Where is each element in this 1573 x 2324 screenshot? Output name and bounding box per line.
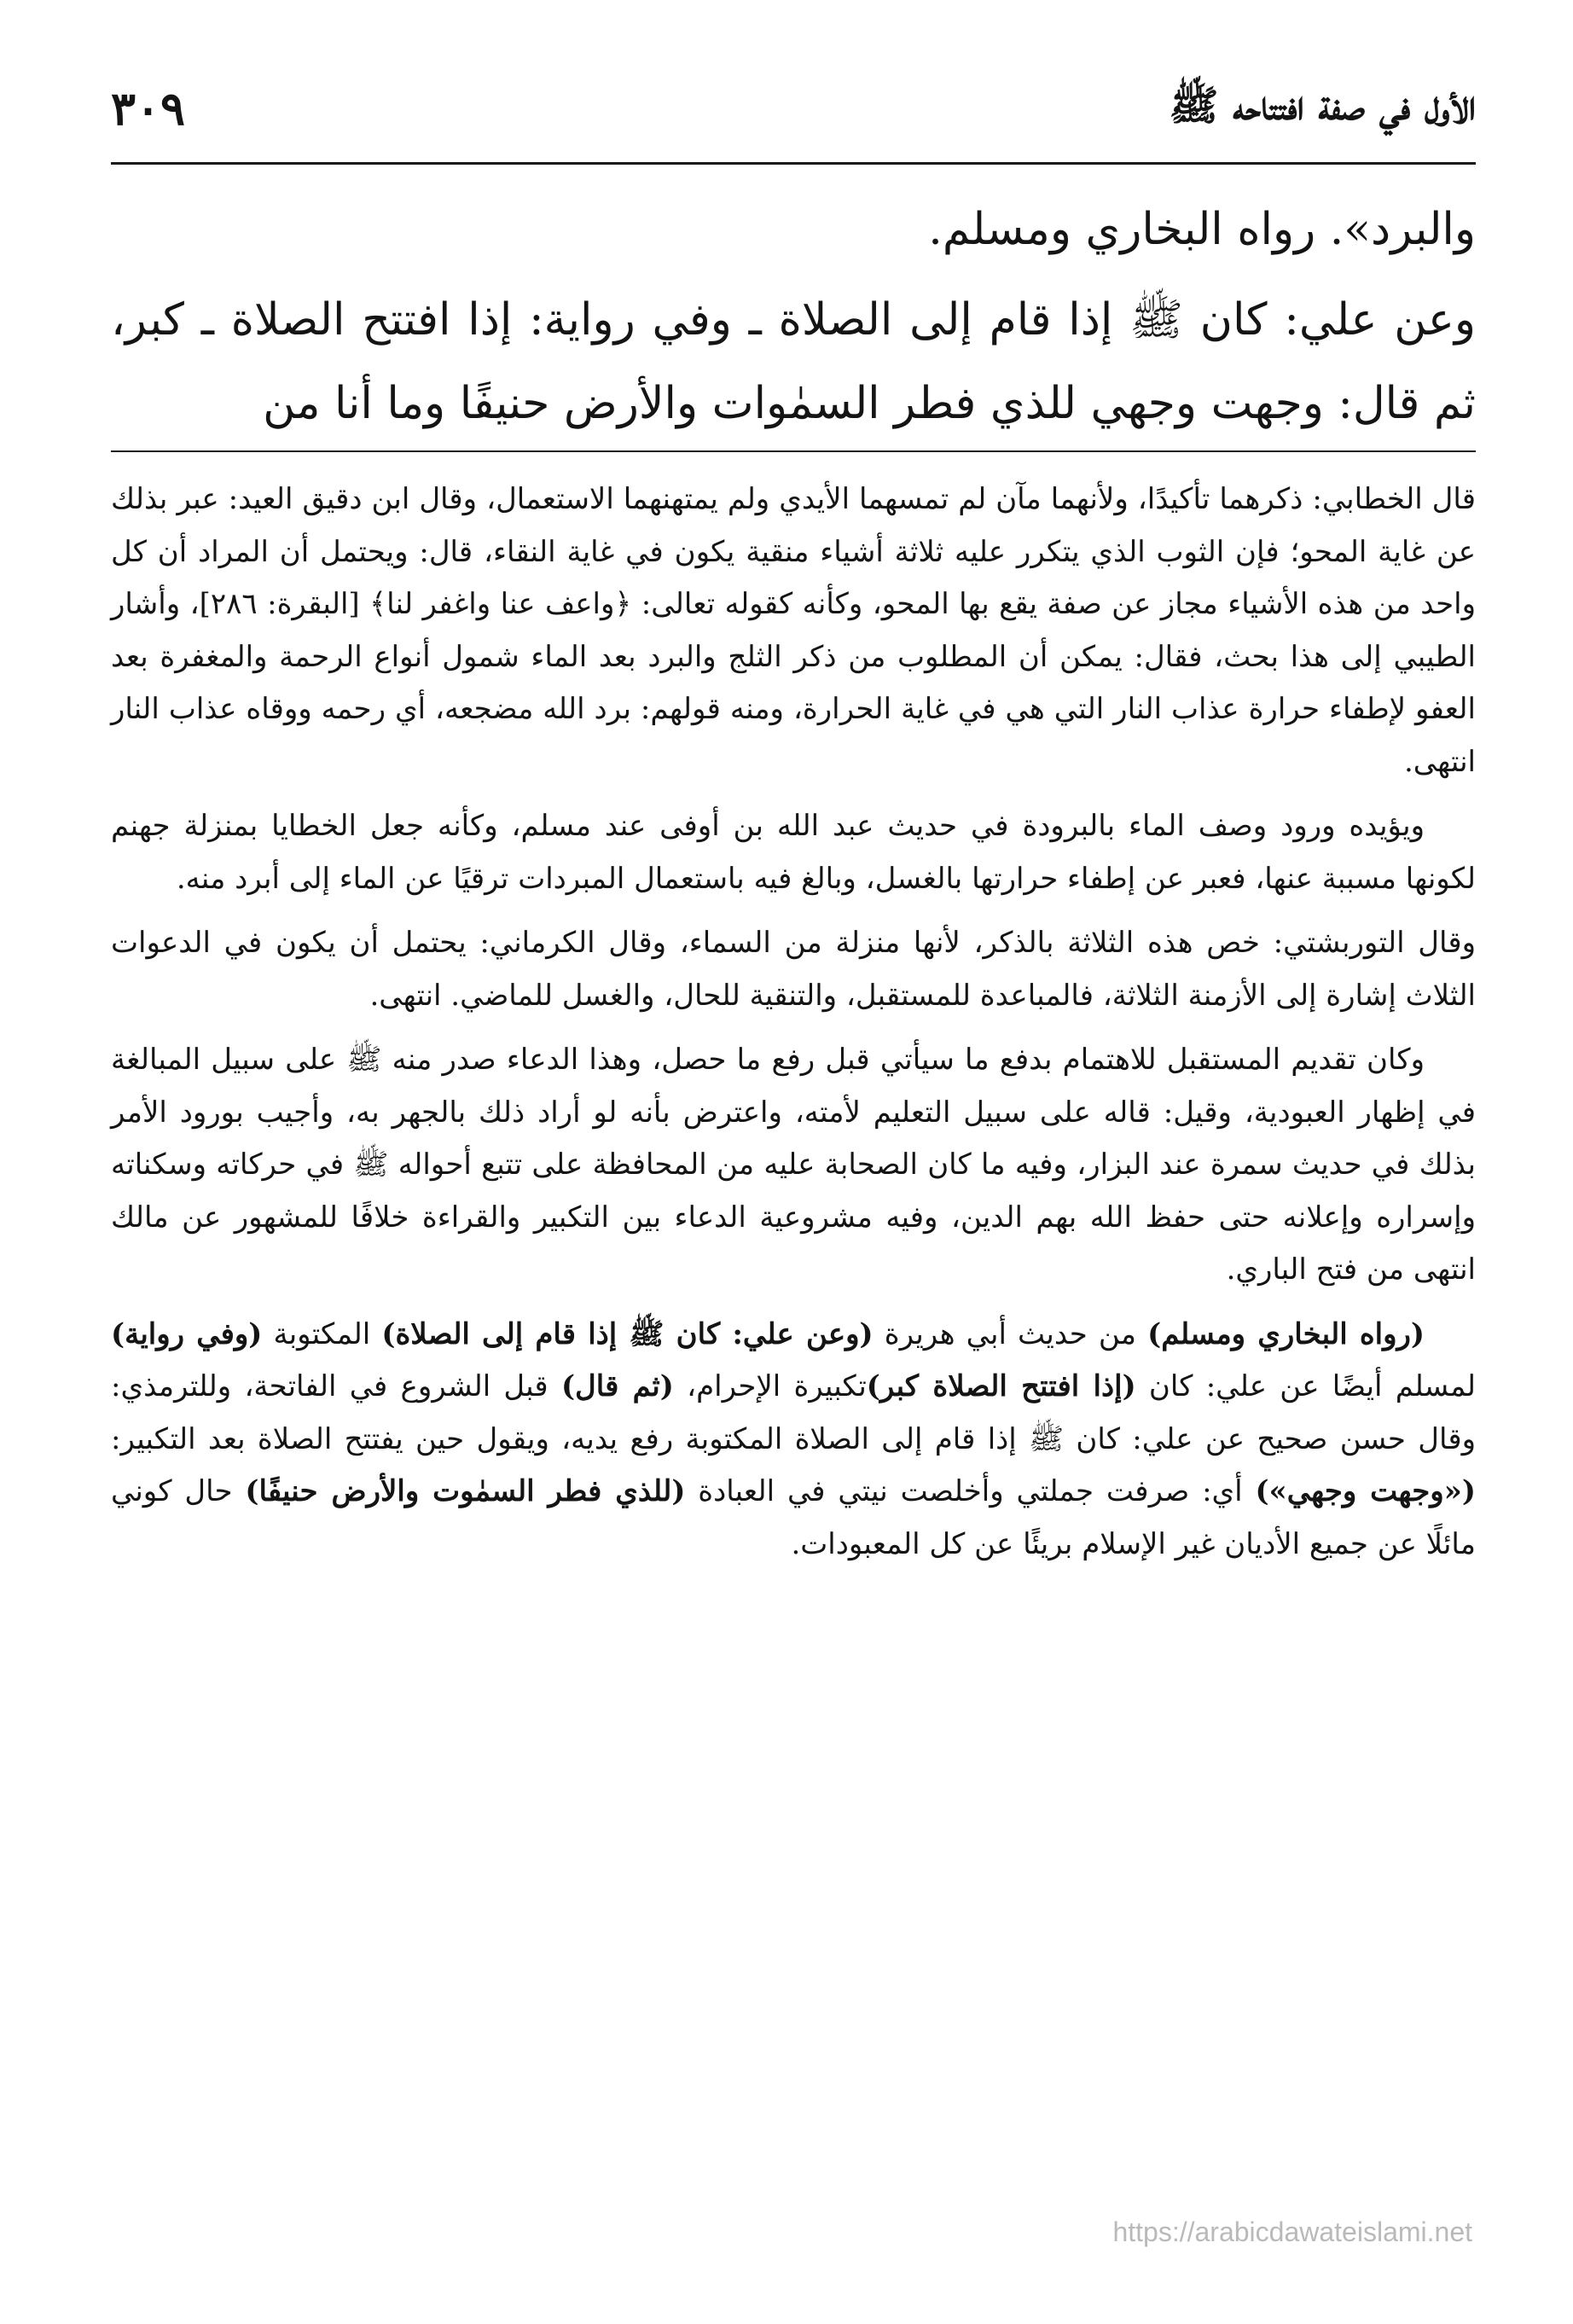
commentary-paragraph	[111, 1309, 1476, 1572]
hadith-line: والبرد». رواه البخاري ومسلم.	[928, 204, 1476, 255]
book-page	[111, 51, 1476, 2269]
commentary-text: لمسلم أيضًا عن علي: كان	[1135, 1369, 1476, 1403]
chapter-title: الأول في صفة افتتاحه ﷺ	[1169, 82, 1476, 130]
hadith-text	[111, 188, 1476, 445]
commentary-paragraph: وكان تقديم المستقبل للاهتمام بدفع ما سيأتي قبل رفع ما حصل، وهذا الدعاء صدر منه ﷺ على سبيل المبالغة في إظهار العبودية، وقيل: قاله على سبيل التعليم لأمته، واعترض بأنه لو أراد ذلك بالجهر به، وأجيب بورود الأمر بذلك في حديث سمرة عند البزار، وفيه ما كان الصحابة عليه من المحافظة على تتبع أحواله ﷺ في حركاته وسكناته وإسراره وإعلانه حتى حفظ الله بهم الدين، وفيه مشروعية الدعاء بين التكبير والقراءة خلافًا للمشهور عن مالك انتهى من فتح الباري.	[111, 1043, 1476, 1287]
hadith-paragraph: وعن علي: كان ﷺ إذا قام إلى الصلاة ـ وفي رواية: إذا افتتح الصلاة ـ كبر، ثم قال: وجهت وجهي للذي فطر السمٰوات والأرض حنيفًا وما أنا من	[111, 294, 1476, 429]
commentary-text: تكبيرة الإحرام،	[673, 1369, 867, 1403]
bold-quote: (للذي فطر السمٰوت والأرض حنيفًا)	[245, 1474, 686, 1508]
commentary-paragraph: وقال التوربشتي: خص هذه الثلاثة بالذكر، لأنها منزلة من السماء، وقال الكرماني: يحتمل أن يكون في الدعوات الثلاث إشارة إلى الأزمنة الثلاثة، فالمباعدة للمستقبل، والتنقية للحال، والغسل للماضي. انتهى.	[111, 926, 1476, 1013]
text-divider	[111, 450, 1476, 452]
commentary-text: من حديث أبي هريرة	[873, 1316, 1148, 1351]
running-header	[111, 51, 1476, 165]
bold-quote: (رواه البخاري ومسلم)	[1147, 1316, 1425, 1351]
bold-quote: (ثم قال)	[560, 1369, 674, 1403]
commentary	[111, 474, 1476, 1583]
watermark-url: https://arabicdawateislami.net	[1112, 2217, 1472, 2247]
commentary-text: المكتوبة	[262, 1316, 382, 1351]
commentary-paragraph: ويؤيده ورود وصف الماء بالبرودة في حديث عبد الله بن أوفى عند مسلم، وكأنه جعل الخطايا بمنزلة جهنم لكونها مسببة عنها، فعبر عن إطفاء حرارتها بالغسل، وبالغ فيه باستعمال المبردات ترقيًا عن الماء إلى أبرد منه.	[111, 809, 1476, 896]
bold-quote: («وجهت وجهي»)	[1255, 1474, 1476, 1508]
bold-quote: (وعن علي: كان ﷺ إذا قام إلى الصلاة)	[381, 1316, 874, 1351]
commentary-text: أي: صرفت جملتي وأخلصت نيتي في العبادة	[685, 1474, 1256, 1508]
bold-quote: (إذا افتتح الصلاة كبر)	[866, 1369, 1136, 1403]
page-number: ٣٠٩	[111, 81, 186, 136]
commentary-paragraph: قال الخطابي: ذكرهما تأكيدًا، ولأنهما مآن لم تمسهما الأيدي ولم يمتهنهما الاستعمال، وقال ابن دقيق العيد: عبر بذلك عن غاية المحو؛ فإن الثوب الذي يتكرر عليه ثلاثة أشياء منقية يكون في غاية النقاء، قال: ويحتمل أن المراد أن كل واحد من هذه الأشياء مجاز عن صفة يقع بها المحو، وكأنه كقوله تعالى: ﴿واعف عنا واغفر لنا﴾ [البقرة: ٢٨٦]، وأشار الطيبي إلى هذا بحث، فقال: يمكن أن المطلوب من ذكر الثلج والبرد بعد الماء شمول أنواع الرحمة والمغفرة بعد العفو لإطفاء حرارة عذاب النار التي هي في غاية الحرارة، ومنه قولهم: برد الله مضجعه، أي رحمه ووقاه عذاب النار انتهى.	[111, 482, 1477, 779]
commentary-text: حال كوني مائلًا عن جميع الأديان غير الإسلام بريئًا عن كل المعبودات.	[111, 1474, 1476, 1561]
bold-quote: (وفي رواية)	[111, 1316, 263, 1351]
commentary-text: قبل الشروع في الفاتحة، وللترمذي: وقال حسن صحيح عن علي: كان ﷺ إذا قام إلى الصلاة المكتوبة رفع يديه، ويقول حين يفتتح الصلاة بعد التكبير:	[111, 1369, 1476, 1456]
